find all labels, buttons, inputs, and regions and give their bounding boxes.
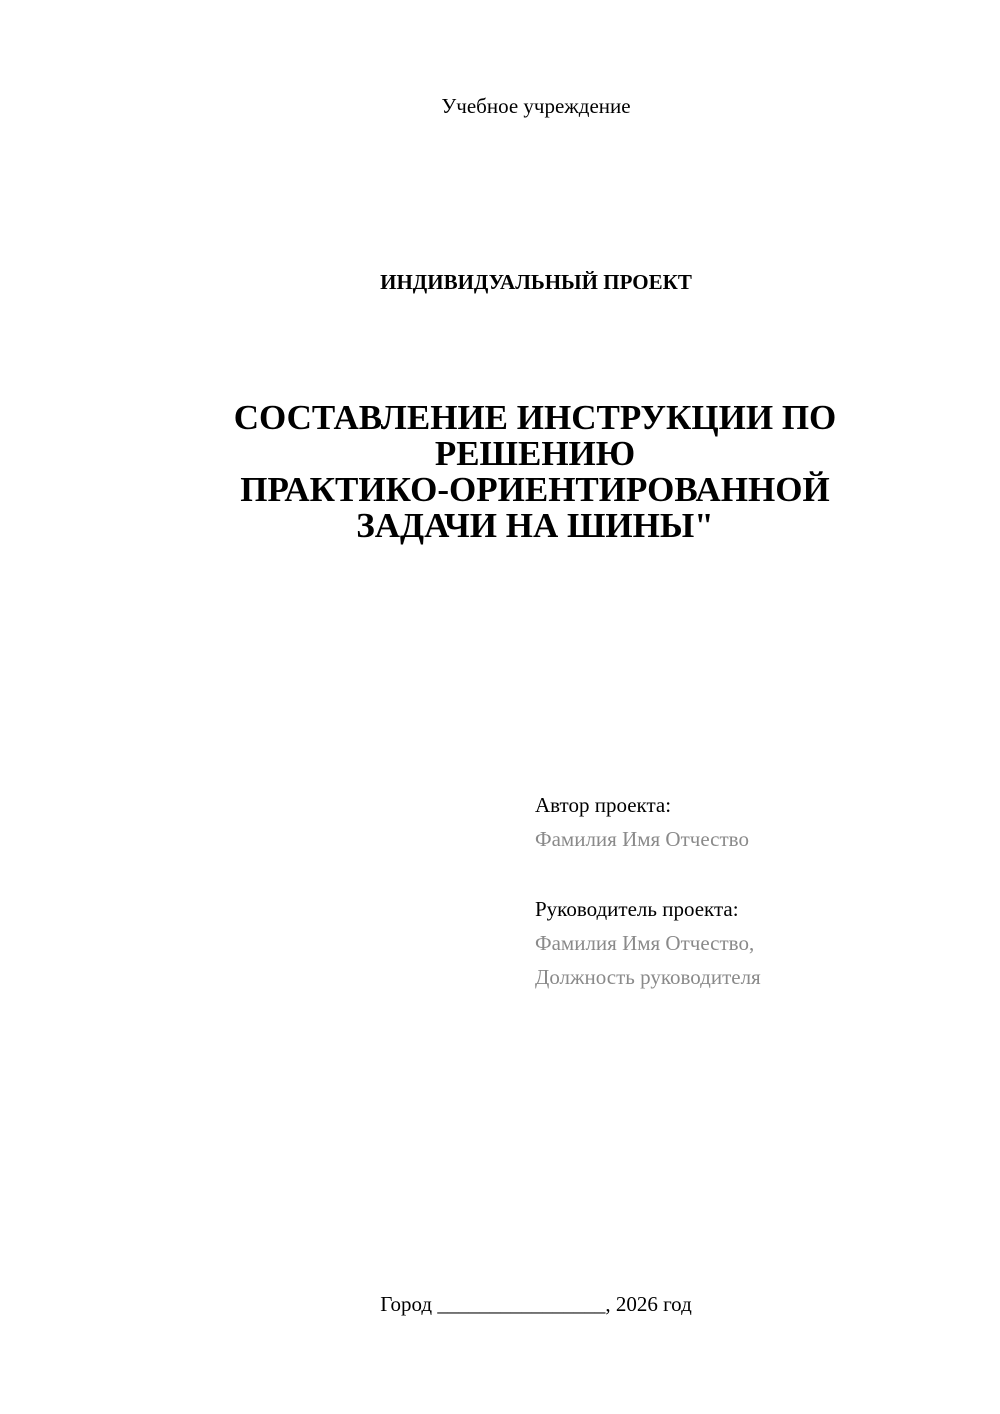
institution-name: Учебное учреждение xyxy=(441,94,631,118)
project-title-line: СОСТАВЛЕНИЕ ИНСТРУКЦИИ ПО xyxy=(233,398,837,437)
supervisor-position: Должность руководителя xyxy=(535,965,761,989)
supervisor-label: Руководитель проекта: xyxy=(535,897,739,921)
project-title-line: ПРАКТИКО-ОРИЕНТИРОВАННОЙ xyxy=(240,470,830,509)
project-title xyxy=(185,400,885,544)
project-title-line: РЕШЕНИЮ xyxy=(434,434,636,473)
credits-spacer xyxy=(535,856,975,892)
author-label: Автор проекта: xyxy=(535,793,672,817)
credits-block xyxy=(535,788,975,994)
project-title-line: ЗАДАЧИ НА ШИНЫ" xyxy=(356,506,714,545)
author-name: Фамилия Имя Отчество xyxy=(535,827,749,851)
document-type: ИНДИВИДУАЛЬНЫЙ ПРОЕКТ xyxy=(380,270,692,294)
city-year-line: Город ________________, 2026 год xyxy=(380,1292,692,1316)
supervisor-name: Фамилия Имя Отчество, xyxy=(535,931,755,955)
